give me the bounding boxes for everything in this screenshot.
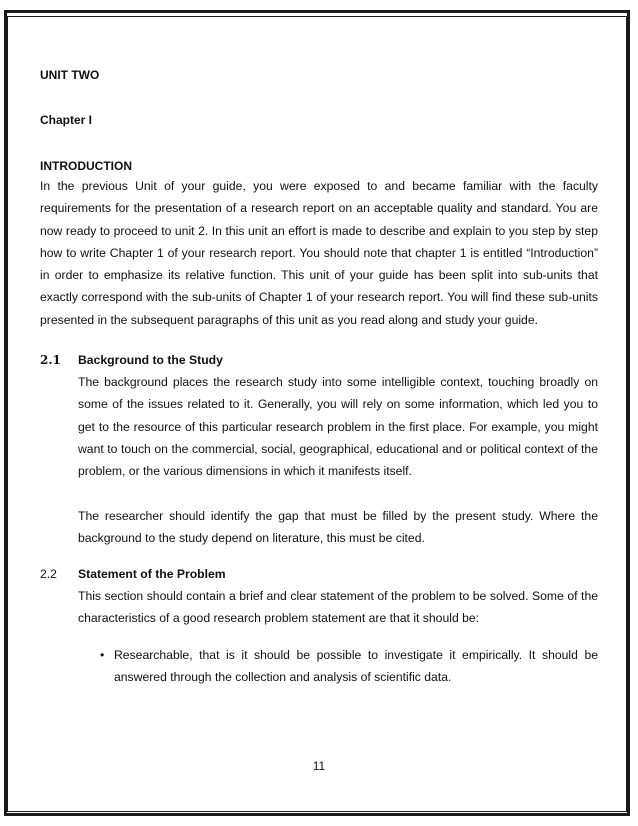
section-title: Background to the Study (78, 353, 223, 368)
chapter-heading: Chapter I (40, 113, 93, 127)
bullet-icon: • (100, 647, 105, 662)
section-body (78, 351, 598, 549)
intro-heading: INTRODUCTION (40, 159, 132, 173)
section-paragraph: This section should contain a brief and clear statement of the problem to be solved. Some of the characteristics of a good research problem statement are that it should be: (78, 589, 598, 626)
section-number: 2.2 (40, 567, 57, 582)
section-paragraph: The researcher should identify the gap that must be filled by the present study. Where the background to the study depend on literature, this must be cited. (78, 508, 598, 545)
unit-heading: UNIT TWO (40, 68, 100, 82)
section-body (78, 565, 598, 688)
bullet-list (78, 644, 598, 689)
document-body (40, 66, 598, 688)
section-2-1 (40, 351, 598, 549)
section-title: Statement of the Problem (78, 567, 226, 582)
list-item-text: Researchable, that is it should be possible to investigate it empirically. It should be answered through the collection and analysis of scientific data. (114, 647, 598, 685)
section-2-2 (40, 565, 598, 688)
section-paragraph: The background places the research study into some intelligible context, touching broadly on some of the issues related to it. Generally, you will rely on some information, which led you to get to the resource of this particular research problem in the first place. For example, you might want to touch on the commercial, social, geographical, educational and or political context of the problem, or the various dimensions in which it manifests itself. (78, 375, 598, 479)
section-number: 2.1 (40, 353, 61, 368)
intro-paragraph: In the previous Unit of your guide, you were exposed to and became familiar with the faculty requirements for the presentation of a research report on an acceptable quality and standard. You are now ready to proceed to unit 2. In this unit an effort is made to describe and explain to you step by step how to write Chapter 1 of your research report. You should note that chapter 1 is entitled “Introduction” in order to emphasize its relative function. This unit of your guide has been split into sub-units that exactly correspond with the sub-units of Chapter 1 of your research report. You will find these sub-units presented in the subsequent paragraphs of this unit as you read along and study your guide. (40, 179, 598, 327)
list-item (100, 644, 598, 689)
page-number: 11 (312, 759, 326, 773)
